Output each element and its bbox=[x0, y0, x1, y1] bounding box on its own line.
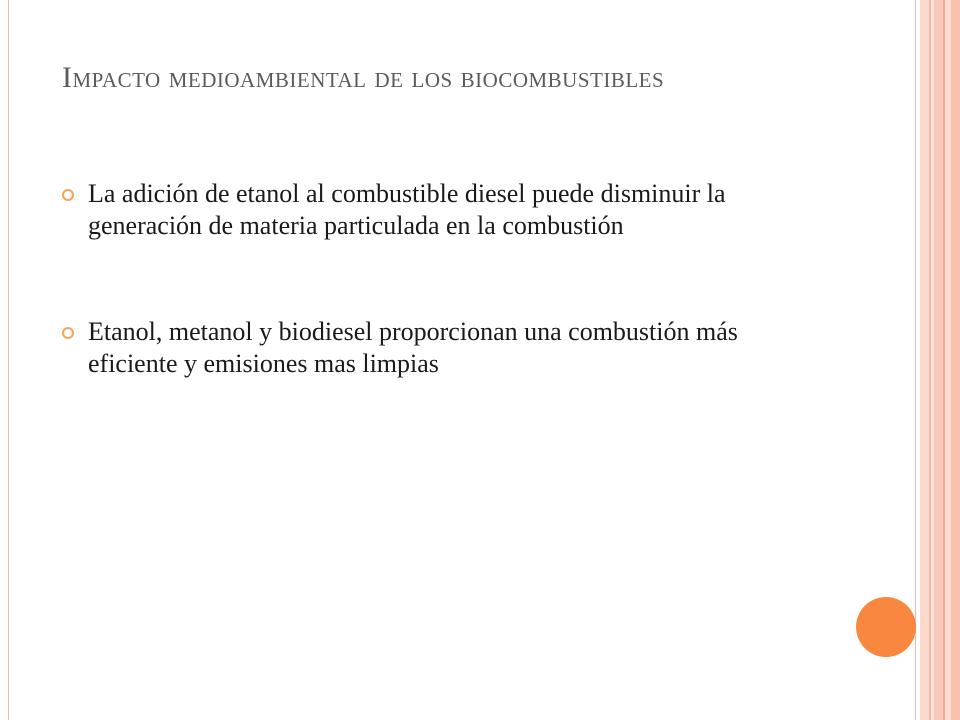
decorative-stripe bbox=[920, 0, 929, 720]
circle-bullet-icon bbox=[62, 327, 74, 339]
bullet-text: Etanol, metanol y biodiesel proporcionan una combustión más eficiente y emisiones mas limpias bbox=[88, 317, 738, 378]
bullet-item bbox=[58, 316, 818, 380]
decorative-stripe bbox=[951, 0, 960, 720]
circle-bullet-icon bbox=[62, 189, 74, 201]
decorative-stripe bbox=[934, 0, 943, 720]
orange-circle-icon bbox=[856, 597, 916, 657]
bullet-list bbox=[58, 178, 818, 380]
bullet-item bbox=[58, 178, 818, 242]
slide-title: Impacto medioambiental de los biocombustibles bbox=[62, 61, 665, 94]
bullet-text: La adición de etanol al combustible diesel puede disminuir la generación de materia particulada en la combustión bbox=[88, 179, 726, 240]
